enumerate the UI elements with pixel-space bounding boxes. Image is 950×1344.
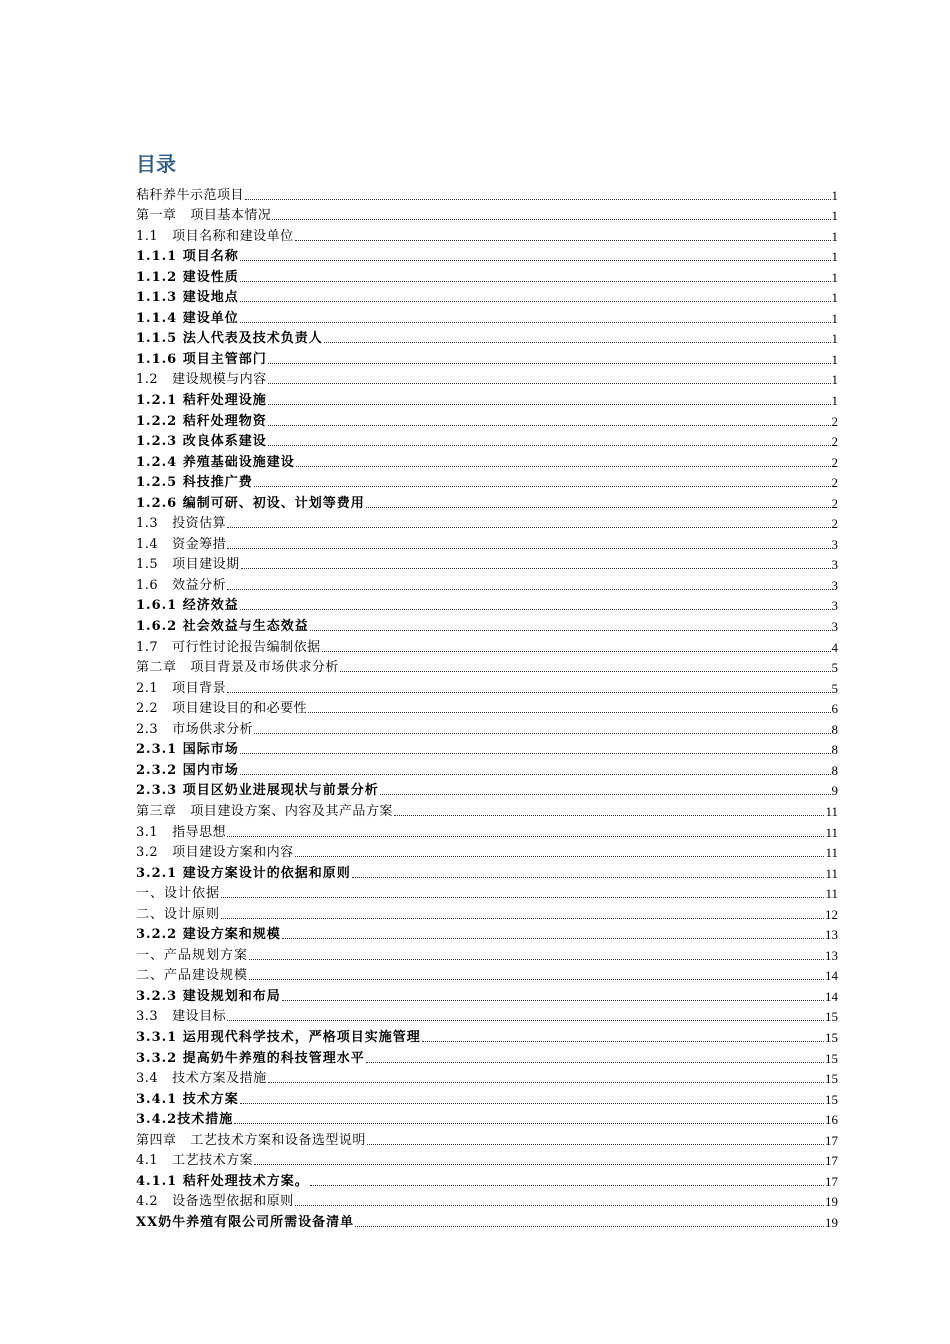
toc-entry[interactable]: [136, 1190, 838, 1211]
toc-page-number: 2: [831, 434, 838, 450]
toc-entry-label: 1.1.2 建设性质: [136, 269, 239, 285]
toc-entry-label: 3.1 指导思想: [136, 824, 227, 840]
toc-entry-label: 3.2.1 建设方案设计的依据和原则: [136, 865, 351, 881]
toc-entry-label: 3.2.2 建设方案和规模: [136, 927, 281, 943]
toc-dot-leader: [240, 301, 831, 302]
toc-entry-label: 二、产品建设规模: [136, 968, 249, 984]
toc-page-number: 11: [825, 803, 838, 819]
toc-dot-leader: [249, 959, 824, 960]
toc-entry-label: 1.2.1 秸秆处理设施: [136, 393, 267, 409]
toc-page-number: 5: [831, 660, 838, 676]
toc-entry[interactable]: [136, 1128, 838, 1149]
toc-entry-label: 第一章 项目基本情况: [136, 208, 272, 224]
toc-dot-leader: [282, 1000, 824, 1001]
toc-page-number: 15: [825, 1009, 838, 1025]
toc-page-number: 3: [831, 536, 838, 552]
toc-entry[interactable]: [136, 450, 838, 471]
toc-page-number: 3: [831, 619, 838, 635]
toc-page-number: 1: [831, 372, 838, 388]
toc-entry[interactable]: [136, 368, 838, 389]
toc-dot-leader: [380, 794, 831, 795]
toc-dot-leader: [268, 1082, 824, 1083]
toc-page-number: 14: [825, 988, 838, 1004]
toc-dot-leader: [340, 671, 831, 672]
toc-entry-label: 一、产品规划方案: [136, 947, 249, 963]
toc-page-number: 12: [825, 906, 838, 922]
toc-page-number: 17: [825, 1132, 838, 1148]
toc-entry[interactable]: [136, 717, 838, 738]
toc-page-number: 15: [825, 1091, 838, 1107]
toc-entry-label: 1.4 资金筹措: [136, 536, 227, 552]
toc-entry-label: 1.6.1 经济效益: [136, 598, 239, 614]
toc-entry-label: 一、设计依据: [136, 886, 221, 902]
toc-entry[interactable]: [136, 820, 838, 841]
toc-dot-leader: [367, 1144, 824, 1145]
toc-entry-label: 二、设计原则: [136, 906, 221, 922]
toc-dot-leader: [295, 856, 825, 857]
toc-page-number: 8: [831, 742, 838, 758]
toc-page-number: 1: [831, 351, 838, 367]
toc-dot-leader: [282, 938, 824, 939]
toc-entry[interactable]: [136, 943, 838, 964]
toc-dot-leader: [366, 1062, 824, 1063]
toc-entry-label: 2.3.1 国际市场: [136, 742, 239, 758]
toc-dot-leader: [234, 1123, 824, 1124]
toc-dot-leader: [227, 548, 830, 549]
toc-entry[interactable]: [136, 532, 838, 553]
toc-page-number: 8: [831, 762, 838, 778]
toc-page-number: 15: [825, 1029, 838, 1045]
toc-dot-leader: [422, 1041, 824, 1042]
toc-page-number: 1: [831, 249, 838, 265]
toc-page-number: 2: [831, 495, 838, 511]
toc-page-number: 4: [831, 639, 838, 655]
toc-dot-leader: [272, 219, 830, 220]
toc-entry-label: 3.3.1 运用现代科学技术，严格项目实施管理: [136, 1029, 421, 1045]
toc-title: 目录: [136, 152, 176, 176]
toc-entry[interactable]: [136, 1067, 838, 1088]
toc-entry-label: 3.2.3 建设规划和布局: [136, 988, 281, 1004]
toc-entry[interactable]: [136, 964, 838, 985]
toc-dot-leader: [295, 1205, 824, 1206]
toc-entry-label: 3.2 项目建设方案和内容: [136, 845, 294, 861]
toc-dot-leader: [240, 609, 831, 610]
toc-entry[interactable]: [136, 594, 838, 615]
toc-page-number: 13: [825, 927, 838, 943]
toc-entry-label: 4.1.1 秸秆处理技术方案。: [136, 1173, 309, 1189]
toc-entry-label: 1.3 投资估算: [136, 516, 227, 532]
toc-entry-label: 1.2 建设规模与内容: [136, 372, 267, 388]
toc-dot-leader: [268, 445, 831, 446]
toc-page-number: 5: [831, 680, 838, 696]
toc-dot-leader: [254, 486, 831, 487]
toc-entry-label: 1.1 项目名称和建设单位: [136, 228, 294, 244]
toc-dot-leader: [240, 753, 831, 754]
toc-dot-leader: [221, 897, 824, 898]
toc-entry[interactable]: [136, 430, 838, 451]
toc-page-number: 1: [831, 228, 838, 244]
toc-dot-leader: [268, 383, 831, 384]
toc-entry[interactable]: [136, 1005, 838, 1026]
toc-entry[interactable]: [136, 553, 838, 574]
toc-entry-label: 1.2.5 科技推广费: [136, 475, 253, 491]
toc-entry-label: 2.3 市场供求分析: [136, 721, 254, 737]
toc-page-number: 14: [825, 968, 838, 984]
toc-page-number: 11: [825, 865, 838, 881]
toc-dot-leader: [227, 589, 830, 590]
toc-dot-leader: [227, 1020, 824, 1021]
toc-entry[interactable]: [136, 1046, 838, 1067]
toc-entry[interactable]: [136, 779, 838, 800]
toc-entry-label: 4.1 工艺技术方案: [136, 1153, 254, 1169]
toc-entry[interactable]: [136, 861, 838, 882]
toc-dot-leader: [227, 836, 824, 837]
toc-dot-leader: [268, 404, 831, 405]
toc-entry-label: 2.3.3 项目区奶业进展现状与前景分析: [136, 783, 379, 799]
toc-entry[interactable]: [136, 1210, 838, 1231]
toc-page-number: 8: [831, 721, 838, 737]
toc-page-number: 15: [825, 1071, 838, 1087]
toc-dot-leader: [241, 568, 831, 569]
toc-entry[interactable]: [136, 738, 838, 759]
toc-page-number: 1: [831, 331, 838, 347]
toc-entry-label: 1.1.4 建设单位: [136, 310, 239, 326]
toc-dot-leader: [310, 630, 831, 631]
toc-entry[interactable]: [136, 347, 838, 368]
toc-entry-label: 第二章 项目背景及市场供求分析: [136, 660, 339, 676]
toc-entry-label: 3.4.2技术措施: [136, 1112, 234, 1128]
toc-entry[interactable]: [136, 984, 838, 1005]
toc-entry[interactable]: [136, 224, 838, 245]
toc-entry-label: 3.3.2 提高奶牛养殖的科技管理水平: [136, 1050, 365, 1066]
toc-entry-label: 秸秆养牛示范项目: [136, 187, 245, 203]
toc-page-number: 11: [825, 886, 838, 902]
toc-page-number: 1: [831, 310, 838, 326]
toc-dot-leader: [221, 918, 824, 919]
toc-page-number: 17: [825, 1173, 838, 1189]
toc-entry-label: 1.1.1 项目名称: [136, 249, 239, 265]
toc-dot-leader: [355, 1226, 824, 1227]
toc-dot-leader: [366, 507, 831, 508]
toc-entry[interactable]: [136, 327, 838, 348]
toc-entry[interactable]: [136, 1169, 838, 1190]
toc-entry[interactable]: [136, 656, 838, 677]
toc-entry-label: 1.5 项目建设期: [136, 557, 240, 573]
toc-dot-leader: [268, 363, 831, 364]
toc-page-number: 11: [825, 845, 838, 861]
toc-entry[interactable]: [136, 923, 838, 944]
toc-dot-leader: [394, 815, 825, 816]
toc-entry[interactable]: [136, 183, 838, 204]
toc-entry[interactable]: [136, 1149, 838, 1170]
toc-dot-leader: [322, 651, 831, 652]
toc-page-number: 3: [831, 577, 838, 593]
toc-page-number: 17: [825, 1153, 838, 1169]
toc-entry-label: 1.2.3 改良体系建设: [136, 434, 267, 450]
toc-entry[interactable]: [136, 902, 838, 923]
toc-dot-leader: [245, 199, 830, 200]
toc-page-number: 13: [825, 947, 838, 963]
toc-entry-label: 1.2.6 编制可研、初设、计划等费用: [136, 495, 365, 511]
toc-page-number: 19: [825, 1214, 838, 1230]
toc-entry[interactable]: [136, 882, 838, 903]
toc-entry-label: 2.1 项目背景: [136, 680, 227, 696]
toc-dot-leader: [240, 774, 831, 775]
toc-dot-leader: [240, 322, 831, 323]
toc-dot-leader: [254, 1164, 824, 1165]
toc-page-number: 2: [831, 475, 838, 491]
toc-entry[interactable]: [136, 388, 838, 409]
toc-page-number: 1: [831, 393, 838, 409]
toc-page-number: 2: [831, 413, 838, 429]
toc-entry-label: 1.1.3 建设地点: [136, 290, 239, 306]
toc-page-number: 9: [831, 783, 838, 799]
toc-entry[interactable]: [136, 409, 838, 430]
toc-entry[interactable]: [136, 286, 838, 307]
toc-entry-label: XX奶牛养殖有限公司所需设备清单: [136, 1214, 355, 1230]
toc-entry[interactable]: [136, 491, 838, 512]
toc-entry[interactable]: [136, 306, 838, 327]
toc-page-number: 3: [831, 557, 838, 573]
toc-dot-leader: [240, 281, 831, 282]
toc-entry-label: 3.4 技术方案及措施: [136, 1071, 267, 1087]
toc-page-number: 3: [831, 598, 838, 614]
toc-entry-label: 第三章 项目建设方案、内容及其产品方案: [136, 803, 393, 819]
toc-entry[interactable]: [136, 614, 838, 635]
toc-dot-leader: [308, 712, 830, 713]
toc-entry[interactable]: [136, 841, 838, 862]
toc-page-number: 6: [831, 701, 838, 717]
toc-entry-label: 1.2.2 秸秆处理物资: [136, 413, 267, 429]
toc-dot-leader: [240, 1103, 824, 1104]
toc-entry[interactable]: [136, 697, 838, 718]
toc-page-number: 16: [825, 1112, 838, 1128]
toc-entry-label: 2.2 项目建设目的和必要性: [136, 701, 308, 717]
toc-entry-label: 1.1.6 项目主管部门: [136, 351, 267, 367]
toc-entry-label: 1.6 效益分析: [136, 577, 227, 593]
toc-entry[interactable]: [136, 1108, 838, 1129]
toc-entry[interactable]: [136, 265, 838, 286]
toc-entry[interactable]: [136, 676, 838, 697]
toc-page-number: 2: [831, 516, 838, 532]
toc-entry[interactable]: [136, 635, 838, 656]
toc-dot-leader: [352, 877, 825, 878]
toc-list: [136, 183, 838, 1231]
toc-dot-leader: [227, 692, 830, 693]
toc-entry[interactable]: [136, 758, 838, 779]
toc-dot-leader: [254, 733, 830, 734]
toc-page-number: 2: [831, 454, 838, 470]
toc-entry[interactable]: [136, 471, 838, 492]
toc-dot-leader: [295, 240, 831, 241]
toc-entry-label: 2.3.2 国内市场: [136, 762, 239, 778]
toc-entry[interactable]: [136, 573, 838, 594]
toc-entry[interactable]: [136, 1025, 838, 1046]
toc-page-number: 15: [825, 1050, 838, 1066]
toc-dot-leader: [249, 979, 824, 980]
toc-dot-leader: [296, 466, 831, 467]
toc-entry[interactable]: [136, 245, 838, 266]
toc-entry-label: 1.1.5 法人代表及技术负责人: [136, 331, 323, 347]
toc-entry-label: 3.4.1 技术方案: [136, 1091, 239, 1107]
toc-dot-leader: [227, 527, 830, 528]
toc-page-number: 19: [825, 1194, 838, 1210]
toc-entry-label: 3.3 建设目标: [136, 1009, 227, 1025]
toc-page-number: 11: [825, 824, 838, 840]
toc-entry[interactable]: [136, 799, 838, 820]
toc-entry-label: 4.2 设备选型依据和原则: [136, 1194, 294, 1210]
toc-entry[interactable]: [136, 512, 838, 533]
toc-entry[interactable]: [136, 204, 838, 225]
toc-dot-leader: [268, 425, 831, 426]
toc-entry-label: 1.2.4 养殖基础设施建设: [136, 454, 295, 470]
toc-page-number: 1: [831, 187, 838, 203]
toc-dot-leader: [324, 342, 831, 343]
toc-page-number: 1: [831, 269, 838, 285]
toc-dot-leader: [310, 1185, 824, 1186]
toc-page-number: 1: [831, 208, 838, 224]
toc-page-number: 1: [831, 290, 838, 306]
toc-dot-leader: [240, 260, 831, 261]
toc-entry[interactable]: [136, 1087, 838, 1108]
toc-entry-label: 1.6.2 社会效益与生态效益: [136, 619, 309, 635]
toc-entry-label: 第四章 工艺技术方案和设备选型说明: [136, 1132, 366, 1148]
toc-entry-label: 1.7 可行性讨论报告编制依据: [136, 639, 321, 655]
